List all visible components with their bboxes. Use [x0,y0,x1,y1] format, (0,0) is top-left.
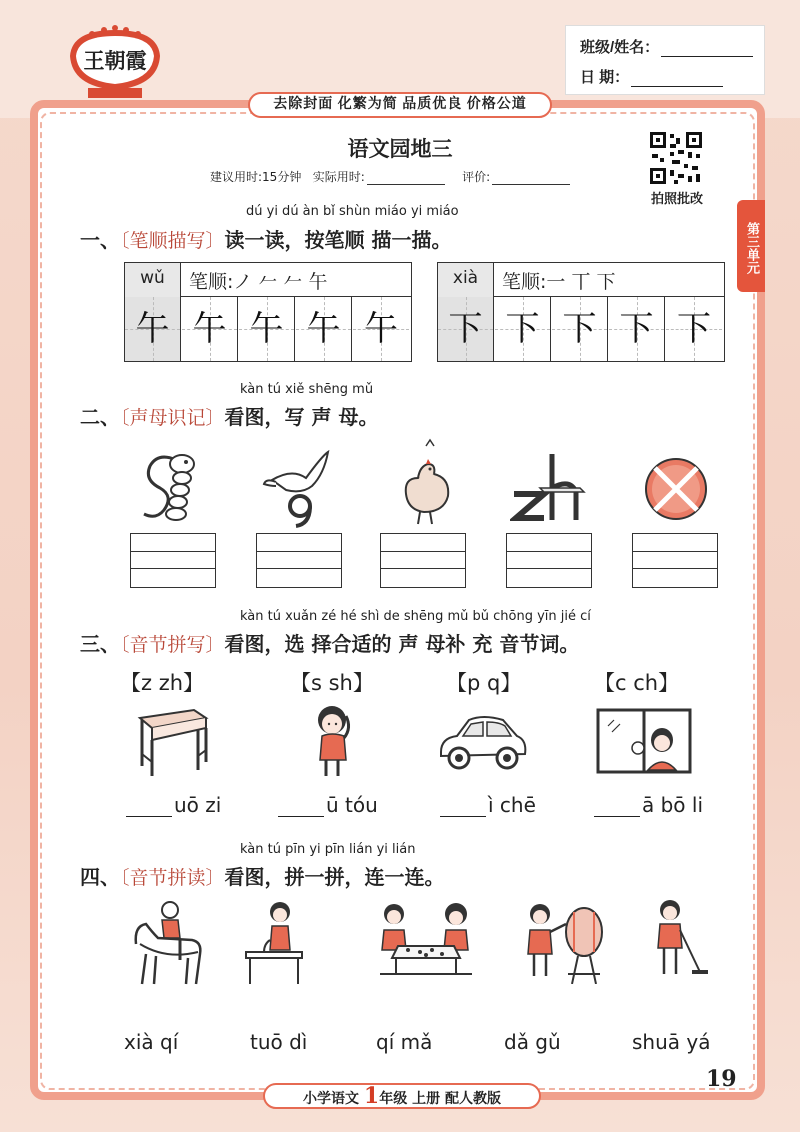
section3-pinyin: kàn tú xuǎn zé hé shì de shēng mǔ bǔ chōng yīn jié cí [240,609,591,624]
section4-tag: 〔音节拼读〕 [120,867,225,889]
section3-number: 三、 [80,632,120,656]
grid-header [125,263,411,297]
section2-pinyin: kàn tú xiě shēng mǔ [240,382,374,397]
girl-combing-picture [308,704,358,784]
stroke-sequence: 一 丅 下 [546,271,616,293]
rating-label: 评价: [462,170,491,184]
9-dove-picture [262,448,334,532]
class-name-field[interactable] [661,43,753,57]
time-line [210,168,572,185]
footer-term: 上册 [412,1091,441,1107]
date-field[interactable] [631,73,723,87]
syllable-rest: uō zi [174,793,222,817]
section4-number: 四、 [80,865,120,889]
fill-blank[interactable] [278,799,324,817]
answer-box[interactable] [506,533,592,588]
grid-stroke-order [189,267,328,294]
section3-tag: 〔音节拼写〕 [120,634,225,656]
pinyin-word[interactable]: xià qí [124,1030,179,1054]
grid-cell[interactable]: 午 [296,297,352,361]
section2-text: 看图，写 声 母。 [224,405,379,429]
class-name-row [580,36,753,57]
syllable-fill[interactable] [126,793,221,817]
brand-logo [62,22,168,102]
girl-window-picture [596,708,692,778]
pinyin-word[interactable]: shuā yá [632,1030,711,1054]
zh-chair-picture [510,448,590,532]
footer-grade-number: 1 [363,1083,380,1109]
date-row [580,66,723,87]
x-watermelon-picture [643,456,709,526]
fill-blank[interactable] [440,799,486,817]
stroke-sequence: ノ 𠂉 𠂉 午 [233,271,328,293]
slogan-banner: 去除封面 化繁为简 品质优良 价格公道 [248,92,552,118]
initial-choice: 【z zh】 [120,671,205,695]
footer-grade-label: 年级 [379,1091,408,1107]
writing-grid-wu [124,262,412,362]
rating-field[interactable] [492,173,570,185]
qr-label: 拍照批改 [650,192,703,207]
page-number: 19 [706,1066,737,1092]
s-worm-picture [138,446,208,530]
section1-number: 一、 [80,228,120,252]
fill-blank[interactable] [126,799,172,817]
answer-box[interactable] [632,533,718,588]
grid-cell[interactable]: 下 [666,297,722,361]
desk-picture [134,706,210,782]
car-picture [437,712,529,778]
initial-choice: 【p q】 [446,671,522,695]
qr-code[interactable] [648,130,704,186]
writing-grid-xia [437,262,725,362]
footer-subject: 小学语文 [303,1091,360,1107]
section1-pinyin: dú yi dú àn bǐ shùn miáo yi miáo [246,204,459,219]
answer-box[interactable] [380,533,466,588]
section1-text: 读一读，按笔顺 描一描。 [224,228,452,252]
syllable-fill[interactable] [594,793,703,817]
fill-blank[interactable] [594,799,640,817]
stroke-label: 笔顺: [502,271,547,293]
grid-cell[interactable]: 午 [353,297,409,361]
playing-chess-picture[interactable] [376,900,476,982]
horse-riding-picture[interactable] [126,900,208,990]
class-name-label: 班级/姓名： [580,39,660,56]
footer-edition: 配人教版 [444,1091,501,1107]
syllable-rest: ā bō li [642,793,704,817]
grid-cell[interactable]: 午 [239,297,295,361]
pinyin-word[interactable]: qí mǎ [376,1030,433,1054]
suggested-time: 建议用时:15分钟 [210,170,302,184]
section3-heading [80,628,579,657]
grid-cell[interactable]: 午 [125,297,181,361]
section4-pinyin: kàn tú pīn yi pīn lián yi lián [240,842,416,857]
grid-cell[interactable]: 下 [438,297,494,361]
date-label: 日 期： [580,69,630,86]
student-info-box [565,25,765,95]
unit-side-tab: 第三单元 [737,200,765,292]
section2-number: 二、 [80,405,120,429]
actual-time-field[interactable] [367,173,445,185]
footer-banner [263,1083,541,1109]
answer-box[interactable] [256,533,342,588]
pinyin-word[interactable]: dǎ gǔ [504,1030,561,1054]
grid-cell[interactable]: 午 [182,297,238,361]
syllable-fill[interactable] [440,793,536,817]
grid-header [438,263,724,297]
section1-tag: 〔笔顺描写〕 [120,230,225,252]
section2-tag: 〔声母识记〕 [120,407,225,429]
brushing-teeth-picture[interactable] [244,900,306,988]
grid-cell[interactable]: 下 [552,297,608,361]
initial-choice: 【c ch】 [594,671,680,695]
grid-pinyin: xià [438,263,494,297]
grid-pinyin: wǔ [125,263,181,297]
pinyin-word[interactable]: tuō dì [250,1030,308,1054]
grid-cell[interactable]: 下 [495,297,551,361]
logo-text: 王朝霞 [83,49,147,73]
answer-box[interactable] [130,533,216,588]
section1-heading [80,224,451,253]
page-title: 语文园地三 [347,137,453,161]
drumming-picture[interactable] [522,900,610,988]
syllable-fill[interactable] [278,793,378,817]
section3-text: 看图，选 择合适的 声 母补 充 音节词。 [224,632,580,656]
syllable-rest: ì chē [488,793,536,817]
grid-cell[interactable]: 下 [609,297,665,361]
initial-choice: 【s sh】 [290,671,374,695]
syllable-rest: ū tóu [326,793,378,817]
section2-heading [80,401,378,430]
grid-stroke-order [502,267,616,294]
mopping-floor-picture[interactable] [652,898,708,984]
actual-time-label: 实际用时: [312,170,365,184]
stroke-label: 笔顺: [189,271,234,293]
chicken-picture [396,438,456,532]
section4-text: 看图，拼一拼，连一连。 [224,865,445,889]
section4-heading [80,861,445,890]
